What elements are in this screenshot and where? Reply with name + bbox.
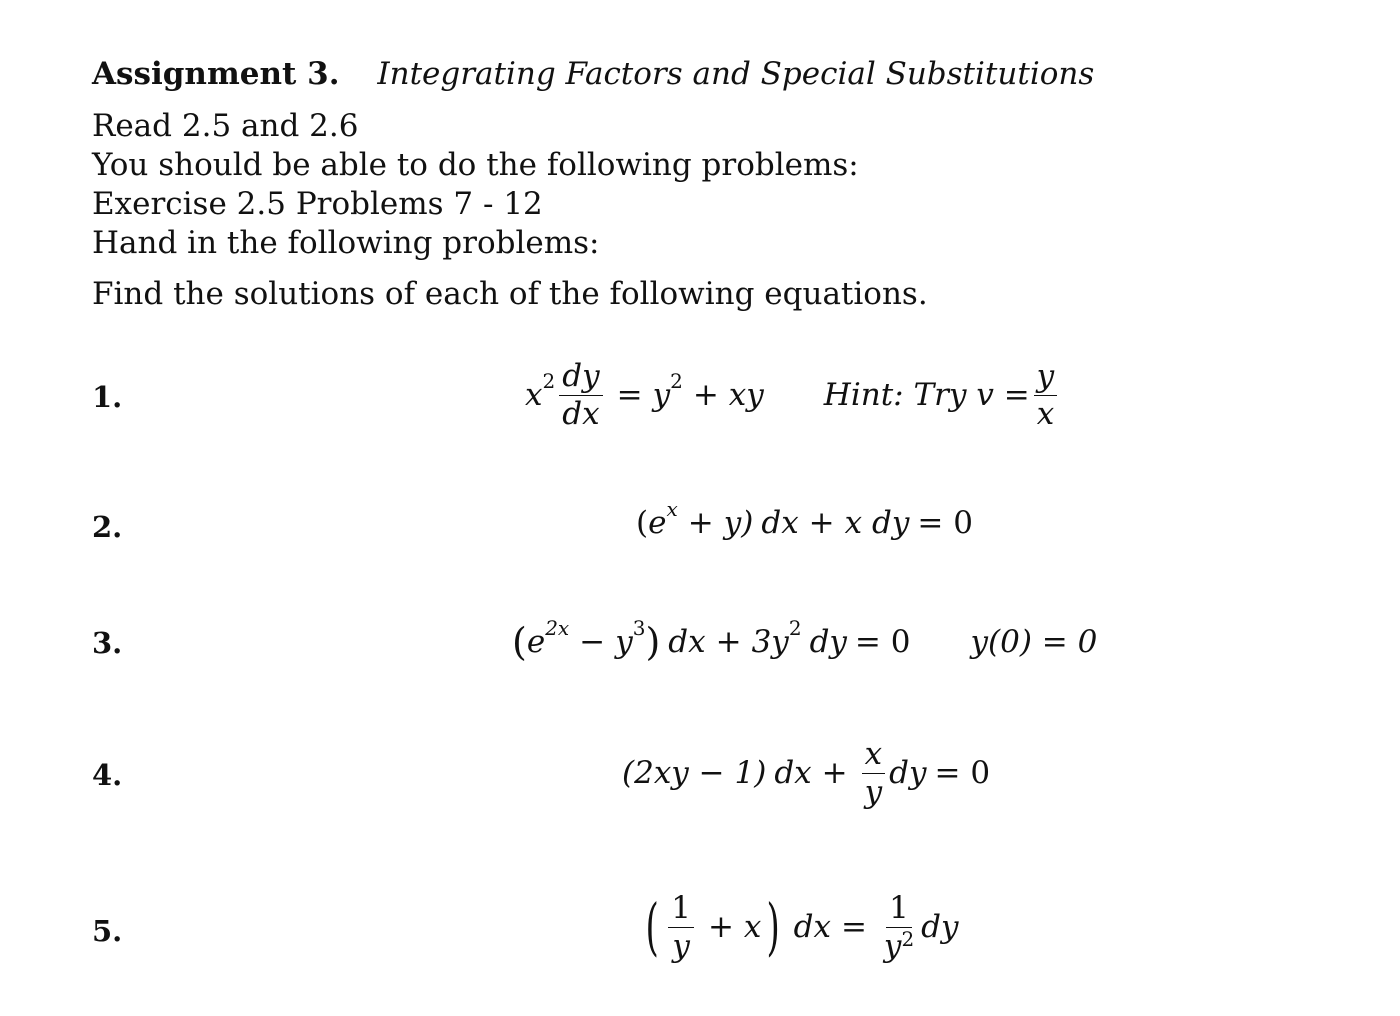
assignment-header [92,56,1094,92]
one-over-y-squared-fraction: $\frac{1}{y^2}$ [883,890,915,964]
problem-5-equation: ( $\frac{1}{y}$ + x ) dx = $\frac{1}{y^2}$ dy [645,890,959,964]
problem-5-number: 5. [92,914,123,948]
problem-4-equation: (2xy − 1) dx + $\frac{x}{y}$ dy = 0 [622,736,991,810]
problem-2-number: 2. [92,510,123,544]
practice-intro: You should be able to do the following problems: [92,147,859,183]
problem-1-hint: Hint: Try v = [823,377,1030,414]
problem-2-equation: ( e x + y) dx + x dy = 0 [636,497,973,541]
problem-4-number: 4. [92,758,123,792]
problem-1-number: 1. [92,380,123,414]
assignment-title: Assignment 3. [92,56,340,92]
one-over-y-fraction: $\frac{1}{y}$ [668,892,694,962]
assignment-topic: Integrating Factors and Special Substitutions [377,56,1095,92]
problem-3-initial-condition: y(0) = 0 [970,624,1098,660]
x-over-y-fraction: $\frac{x}{y}$ [862,738,886,808]
dy-dx-fraction: $\frac{dy}{dx}$ [559,360,602,430]
problem-3-number: 3. [92,626,123,660]
problem-1-equation: x 2 $\frac{dy}{dx}$ = y 2 + xy Hint: Try v = $\frac{y}{x}$ [525,360,1061,430]
exercise-line: Exercise 2.5 Problems 7 - 12 [92,186,543,222]
hint-fraction: $\frac{y}{x}$ [1034,360,1058,430]
reading-line: Read 2.5 and 2.6 [92,108,359,144]
instructions-line: Find the solutions of each of the following equations. [92,276,928,312]
handin-line: Hand in the following problems: [92,225,600,261]
problem-3-equation: ( e 2x − y 3 ) dx + 3y 2 dy = 0 y(0) = 0 [512,616,1098,664]
